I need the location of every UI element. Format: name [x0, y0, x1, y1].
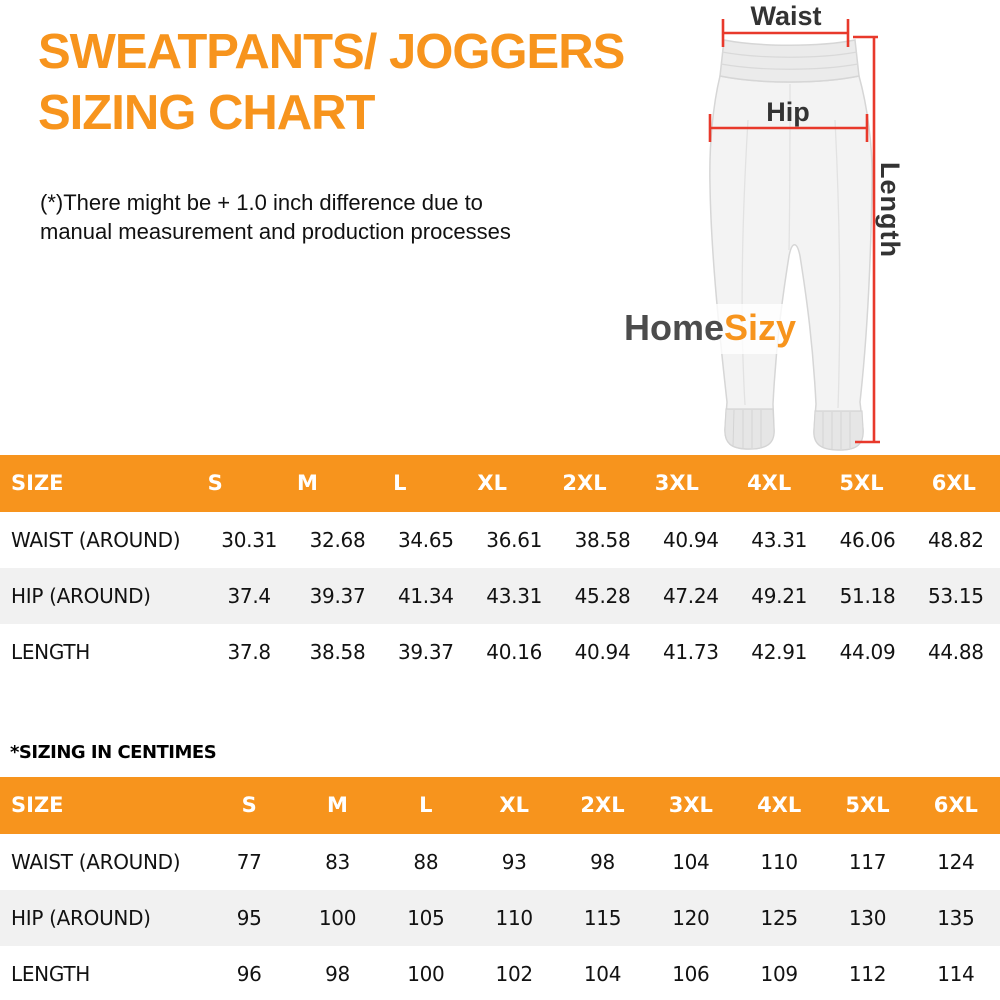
- table-cell: 124: [937, 850, 975, 874]
- table-cell: 106: [672, 962, 710, 986]
- table-cell: 40.94: [662, 528, 719, 552]
- header-cell: XL: [477, 471, 507, 495]
- table-header-row: [0, 455, 1000, 512]
- table-cell: 104: [672, 850, 710, 874]
- title-line-2: SIZING CHART: [38, 86, 375, 140]
- table-cell: 40.94: [574, 640, 631, 664]
- table-cell: 40.16: [486, 640, 543, 664]
- length-label: Length: [875, 162, 905, 258]
- table-cell: 104: [583, 962, 622, 986]
- pants-waistband: [720, 40, 859, 82]
- table-cell: 37.8: [227, 640, 271, 664]
- row-label: WAIST (AROUND): [11, 528, 181, 552]
- centimeters-heading: *SIZING IN CENTIMES: [10, 742, 217, 763]
- table-cell: 49.21: [751, 584, 808, 608]
- table-cell: 42.91: [751, 640, 808, 664]
- table-cell: 102: [495, 962, 533, 986]
- table-cell: 46.06: [839, 528, 896, 552]
- brand-logo: [618, 304, 806, 354]
- table-cell: 125: [760, 906, 798, 930]
- table-cell: 77: [236, 850, 262, 874]
- sizing-table-cm: [0, 777, 1000, 1000]
- table-cell: 45.28: [574, 584, 631, 608]
- waist-label: Waist: [750, 1, 822, 31]
- right-cuff: [814, 411, 863, 450]
- table-cell: 30.31: [221, 528, 278, 552]
- table-cell: 36.61: [486, 528, 543, 552]
- table-cell: 98: [325, 962, 350, 986]
- note-line-2: manual measurement and production processes: [40, 219, 511, 244]
- note-line-1: (*)There might be + 1.0 inch difference due to: [40, 190, 483, 215]
- table-cell: 47.24: [662, 584, 719, 608]
- table-cell: 44.88: [927, 640, 984, 664]
- header-cell: 5XL: [839, 471, 884, 495]
- table-cell: 135: [937, 906, 975, 930]
- header-cell: 2XL: [580, 793, 625, 817]
- hip-label: Hip: [766, 97, 810, 127]
- header-cell: 2XL: [562, 471, 607, 495]
- table-cell: 96: [236, 962, 262, 986]
- header-cell: M: [327, 793, 348, 817]
- table-cell: 130: [848, 906, 887, 930]
- header-cell: 6XL: [933, 793, 978, 817]
- table-cell: 109: [760, 962, 798, 986]
- table-cell: 100: [407, 962, 445, 986]
- table-cell: 37.4: [227, 584, 271, 608]
- table-cell: 38.58: [574, 528, 631, 552]
- header-cell: S: [241, 793, 257, 817]
- logo-sizy: Sizy: [724, 307, 797, 348]
- table-cell: 48.82: [927, 528, 984, 552]
- header-cell-size: SIZE: [11, 793, 64, 817]
- header-cell: 3XL: [668, 793, 713, 817]
- header-cell: M: [297, 471, 318, 495]
- table-header-row: [0, 777, 1000, 834]
- row-label: LENGTH: [11, 640, 90, 664]
- table-cell: 117: [848, 850, 887, 874]
- joggers-figure: [610, 0, 1000, 456]
- left-cuff: [725, 409, 774, 449]
- header-cell-size: SIZE: [11, 471, 64, 495]
- table-cell: 115: [583, 906, 622, 930]
- table-cell: 100: [318, 906, 357, 930]
- table-cell: 39.37: [397, 640, 454, 664]
- header-cell: S: [207, 471, 223, 495]
- table-cell: 110: [495, 906, 533, 930]
- row-label: HIP (AROUND): [11, 906, 151, 930]
- sizing-table-inches: [0, 455, 1000, 680]
- table-cell: 110: [760, 850, 798, 874]
- header-cell: L: [419, 793, 433, 817]
- row-label: WAIST (AROUND): [11, 850, 181, 874]
- table-cell: 32.68: [309, 528, 366, 552]
- table-cell: 38.58: [309, 640, 366, 664]
- row-label: LENGTH: [11, 962, 90, 986]
- header-cell: 5XL: [845, 793, 890, 817]
- header-cell: L: [393, 471, 407, 495]
- table-cell: 105: [407, 906, 445, 930]
- table-cell: 34.65: [397, 528, 454, 552]
- table-cell: 98: [590, 850, 615, 874]
- table-row-hip: [0, 568, 1000, 624]
- measurement-note: [40, 188, 511, 246]
- table-cell: 88: [413, 850, 439, 874]
- table-cell: 112: [848, 962, 887, 986]
- page-title: [38, 22, 624, 144]
- header-cell: 3XL: [654, 471, 699, 495]
- header-cell: 6XL: [931, 471, 976, 495]
- table-row-length: [0, 946, 1000, 1000]
- row-label: HIP (AROUND): [11, 584, 151, 608]
- table-cell: 114: [937, 962, 975, 986]
- pants-silhouette: [710, 76, 872, 450]
- table-row-waist: [0, 834, 1000, 890]
- table-cell: 53.15: [927, 584, 984, 608]
- table-cell: 120: [672, 906, 710, 930]
- table-cell: 93: [501, 850, 527, 874]
- table-cell: 41.34: [397, 584, 454, 608]
- table-cell: 95: [236, 906, 262, 930]
- header-cell: XL: [499, 793, 529, 817]
- table-cell: 39.37: [309, 584, 366, 608]
- table-cell: 41.73: [662, 640, 719, 664]
- table-row-waist: [0, 512, 1000, 568]
- table-cell: 43.31: [486, 584, 543, 608]
- logo-home: Home: [624, 307, 725, 348]
- table-cell: 44.09: [839, 640, 896, 664]
- table-cell: 51.18: [839, 584, 896, 608]
- joggers-image: [610, 0, 1000, 456]
- table-cell: 83: [325, 850, 350, 874]
- header-cell: 4XL: [757, 793, 802, 817]
- title-line-1: SWEATPANTS/ JOGGERS: [38, 25, 625, 79]
- table-cell: 43.31: [751, 528, 808, 552]
- header-cell: 4XL: [747, 471, 792, 495]
- table-row-hip: [0, 890, 1000, 946]
- table-row-length: [0, 624, 1000, 680]
